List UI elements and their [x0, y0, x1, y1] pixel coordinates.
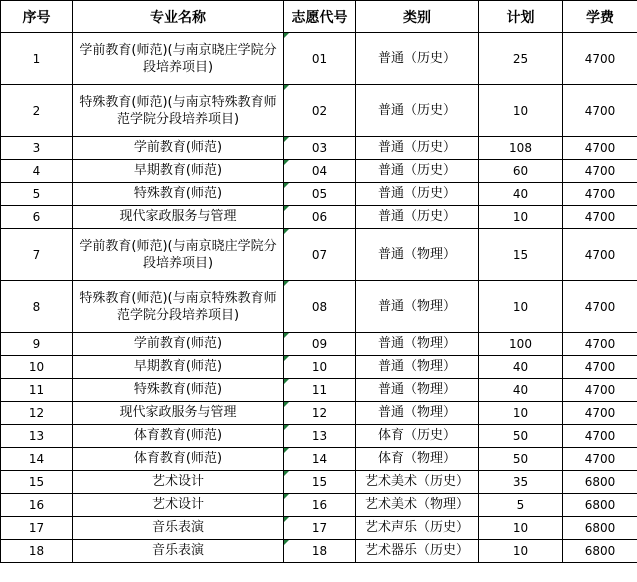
row-fee: 4700 — [563, 137, 637, 160]
row-plan: 40 — [479, 183, 563, 206]
row-plan: 10 — [479, 281, 563, 333]
header-row — [1, 1, 637, 33]
row-plan: 25 — [479, 33, 563, 85]
row-fee: 6800 — [563, 517, 637, 540]
row-category: 普通（物理） — [356, 229, 479, 281]
row-fee: 4700 — [563, 402, 637, 425]
row-major-name: 音乐表演 — [73, 517, 284, 540]
row-fee: 4700 — [563, 183, 637, 206]
row-major-name: 音乐表演 — [73, 540, 284, 563]
row-major-name: 学前教育(师范)(与南京晓庄学院分段培养项目) — [73, 229, 284, 281]
row-code: 15 — [284, 471, 356, 494]
row-plan: 10 — [479, 517, 563, 540]
row-code: 02 — [284, 85, 356, 137]
table-row — [1, 160, 637, 183]
row-no: 5 — [1, 183, 73, 206]
table-row — [1, 137, 637, 160]
row-plan: 40 — [479, 379, 563, 402]
row-no: 6 — [1, 206, 73, 229]
row-plan: 10 — [479, 206, 563, 229]
row-major-name: 学前教育(师范) — [73, 137, 284, 160]
row-fee: 4700 — [563, 379, 637, 402]
table-row — [1, 333, 637, 356]
row-category: 普通（物理） — [356, 379, 479, 402]
row-major-name: 艺术设计 — [73, 471, 284, 494]
row-plan: 15 — [479, 229, 563, 281]
row-no: 16 — [1, 494, 73, 517]
row-major-name: 体育教育(师范) — [73, 448, 284, 471]
row-fee: 4700 — [563, 333, 637, 356]
row-fee: 4700 — [563, 356, 637, 379]
table-row — [1, 183, 637, 206]
table-row — [1, 229, 637, 281]
table-row — [1, 85, 637, 137]
row-fee: 6800 — [563, 540, 637, 563]
row-major-name: 艺术设计 — [73, 494, 284, 517]
row-fee: 4700 — [563, 448, 637, 471]
header-code: 志愿代号 — [284, 1, 356, 33]
row-plan: 35 — [479, 471, 563, 494]
row-major-name: 特殊教育(师范) — [73, 183, 284, 206]
row-no: 17 — [1, 517, 73, 540]
row-plan: 108 — [479, 137, 563, 160]
row-category: 普通（物理） — [356, 281, 479, 333]
row-code: 17 — [284, 517, 356, 540]
row-category: 艺术美术（历史） — [356, 471, 479, 494]
row-no: 13 — [1, 425, 73, 448]
row-category: 普通（物理） — [356, 333, 479, 356]
row-plan: 10 — [479, 540, 563, 563]
row-major-name: 体育教育(师范) — [73, 425, 284, 448]
row-fee: 4700 — [563, 85, 637, 137]
row-category: 普通（历史） — [356, 183, 479, 206]
row-plan: 40 — [479, 356, 563, 379]
row-code: 18 — [284, 540, 356, 563]
table-row — [1, 448, 637, 471]
row-category: 普通（历史） — [356, 160, 479, 183]
row-plan: 60 — [479, 160, 563, 183]
row-no: 14 — [1, 448, 73, 471]
header-fee: 学费 — [563, 1, 637, 33]
row-plan: 10 — [479, 85, 563, 137]
row-no: 11 — [1, 379, 73, 402]
table-row — [1, 356, 637, 379]
row-code: 05 — [284, 183, 356, 206]
table-row — [1, 494, 637, 517]
table-row — [1, 33, 637, 85]
row-plan: 50 — [479, 448, 563, 471]
table-row — [1, 402, 637, 425]
row-code: 06 — [284, 206, 356, 229]
row-plan: 10 — [479, 402, 563, 425]
row-major-name: 特殊教育(师范)(与南京特殊教育师范学院分段培养项目) — [73, 85, 284, 137]
row-fee: 4700 — [563, 33, 637, 85]
row-major-name: 特殊教育(师范) — [73, 379, 284, 402]
row-code: 14 — [284, 448, 356, 471]
row-code: 13 — [284, 425, 356, 448]
row-fee: 6800 — [563, 494, 637, 517]
table-row — [1, 281, 637, 333]
row-plan: 50 — [479, 425, 563, 448]
row-major-name: 特殊教育(师范)(与南京特殊教育师范学院分段培养项目) — [73, 281, 284, 333]
row-category: 普通（历史） — [356, 206, 479, 229]
header-category: 类别 — [356, 1, 479, 33]
header-plan: 计划 — [479, 1, 563, 33]
row-code: 03 — [284, 137, 356, 160]
row-category: 普通（物理） — [356, 356, 479, 379]
row-category: 普通（物理） — [356, 402, 479, 425]
row-no: 15 — [1, 471, 73, 494]
row-category: 艺术美术（物理） — [356, 494, 479, 517]
row-code: 07 — [284, 229, 356, 281]
row-code: 08 — [284, 281, 356, 333]
row-no: 18 — [1, 540, 73, 563]
row-fee: 6800 — [563, 471, 637, 494]
row-category: 艺术器乐（历史） — [356, 540, 479, 563]
row-code: 01 — [284, 33, 356, 85]
row-fee: 4700 — [563, 160, 637, 183]
row-major-name: 学前教育(师范) — [73, 333, 284, 356]
row-code: 12 — [284, 402, 356, 425]
row-no: 8 — [1, 281, 73, 333]
header-major-name: 专业名称 — [73, 1, 284, 33]
table-row — [1, 540, 637, 563]
row-no: 12 — [1, 402, 73, 425]
row-category: 体育（历史） — [356, 425, 479, 448]
table-row — [1, 206, 637, 229]
table-row — [1, 379, 637, 402]
row-category: 普通（历史） — [356, 33, 479, 85]
row-code: 04 — [284, 160, 356, 183]
row-category: 体育（物理） — [356, 448, 479, 471]
row-fee: 4700 — [563, 229, 637, 281]
row-major-name: 早期教育(师范) — [73, 160, 284, 183]
table-row — [1, 471, 637, 494]
row-code: 11 — [284, 379, 356, 402]
row-no: 4 — [1, 160, 73, 183]
row-no: 1 — [1, 33, 73, 85]
row-code: 10 — [284, 356, 356, 379]
row-major-name: 早期教育(师范) — [73, 356, 284, 379]
table-row — [1, 425, 637, 448]
row-major-name: 现代家政服务与管理 — [73, 206, 284, 229]
row-fee: 4700 — [563, 206, 637, 229]
row-major-name: 学前教育(师范)(与南京晓庄学院分段培养项目) — [73, 33, 284, 85]
row-plan: 5 — [479, 494, 563, 517]
row-category: 普通（历史） — [356, 137, 479, 160]
row-category: 普通（历史） — [356, 85, 479, 137]
row-no: 10 — [1, 356, 73, 379]
header-no: 序号 — [1, 1, 73, 33]
row-no: 9 — [1, 333, 73, 356]
row-major-name: 现代家政服务与管理 — [73, 402, 284, 425]
row-plan: 100 — [479, 333, 563, 356]
row-fee: 4700 — [563, 425, 637, 448]
table-row — [1, 517, 637, 540]
row-code: 16 — [284, 494, 356, 517]
row-no: 2 — [1, 85, 73, 137]
row-no: 7 — [1, 229, 73, 281]
row-category: 艺术声乐（历史） — [356, 517, 479, 540]
row-code: 09 — [284, 333, 356, 356]
row-fee: 4700 — [563, 281, 637, 333]
row-no: 3 — [1, 137, 73, 160]
